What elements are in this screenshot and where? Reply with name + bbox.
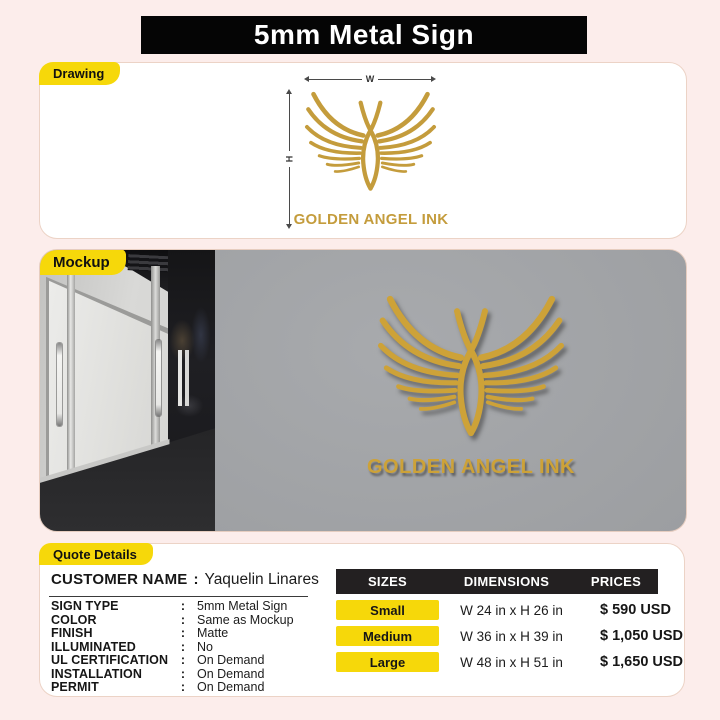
- price-value: $ 1,650 USD: [600, 654, 684, 670]
- spec-label: INSTALLATION: [51, 666, 143, 681]
- spec-label: PERMIT: [51, 680, 99, 694]
- angel-wings-logo-icon: [378, 288, 564, 446]
- spec-value: 5mm Metal Sign: [197, 599, 288, 613]
- column-header-sizes: SIZES: [367, 574, 408, 589]
- spec-label: UL CERTIFICATION: [51, 653, 169, 667]
- size-badge: Medium: [336, 626, 439, 646]
- spec-label: ILLUMINATED: [51, 639, 136, 654]
- quote-details-panel: [39, 543, 685, 697]
- quote-details-section-label: Quote Details: [39, 543, 153, 565]
- spec-value: No: [197, 639, 213, 654]
- mockup-panel: [39, 249, 687, 532]
- brand-name-mockup: GOLDEN ANGEL INK: [366, 456, 575, 478]
- arrow-right-icon: [431, 76, 436, 82]
- size-badge: Small: [336, 600, 439, 620]
- spec-value: On Demand: [197, 680, 265, 694]
- spec-value: On Demand: [197, 666, 265, 681]
- spec-list: SIGN TYPE : 5mm Metal Sign COLOR : Same as Mockup FINISH : Matte ILLUMINATED : No UL CERTIFICATION : On Demand INSTALLATION : On Demand PERMIT : On Demand: [51, 600, 333, 695]
- column-header-dimensions: DIMENSIONS: [463, 574, 550, 589]
- spec-label: COLOR: [51, 612, 97, 627]
- office-entrance-photo: [40, 250, 215, 532]
- dimensions-value: W 48 in x H 51 in: [460, 654, 563, 670]
- dimensions-value: W 24 in x H 26 in: [460, 602, 563, 618]
- angel-wings-logo-icon: [305, 91, 436, 193]
- door-handle: [57, 343, 62, 426]
- page-title: 5mm Metal Sign: [141, 16, 587, 54]
- size-badge: Large: [336, 652, 439, 672]
- spec-label: FINISH: [51, 626, 93, 640]
- customer-name-row: CUSTOMER NAME : Yaquelin Linares: [49, 571, 308, 597]
- dimensions-value: W 36 in x H 39 in: [460, 628, 563, 644]
- table-row: [336, 600, 671, 620]
- width-dimension-line: [304, 74, 436, 84]
- width-dimension-label: W: [365, 74, 375, 84]
- spec-value: On Demand: [197, 653, 265, 667]
- price-value: $ 590 USD: [600, 602, 671, 618]
- pricing-table-header: [336, 569, 658, 594]
- table-row: [336, 652, 684, 672]
- table-row: [336, 626, 684, 646]
- column-header-prices: PRICES: [590, 574, 642, 589]
- height-dimension-line: [284, 89, 294, 229]
- customer-name-label: CUSTOMER NAME: [51, 571, 188, 588]
- customer-name-value: Yaquelin Linares: [204, 571, 319, 588]
- door-handle: [156, 340, 161, 416]
- pricing-table: [336, 569, 684, 672]
- door-handle: [178, 350, 189, 406]
- price-value: $ 1,050 USD: [600, 628, 684, 644]
- spec-value: Matte: [197, 626, 229, 640]
- brand-name-drawing: GOLDEN ANGEL INK: [293, 211, 449, 228]
- drawing-panel: [39, 62, 687, 239]
- drawing-section-label: Drawing: [39, 62, 120, 85]
- mockup-section-label: Mockup: [39, 249, 126, 275]
- height-dimension-label: H: [284, 155, 294, 163]
- spec-value: Same as Mockup: [197, 612, 294, 627]
- spec-label: SIGN TYPE: [51, 599, 119, 613]
